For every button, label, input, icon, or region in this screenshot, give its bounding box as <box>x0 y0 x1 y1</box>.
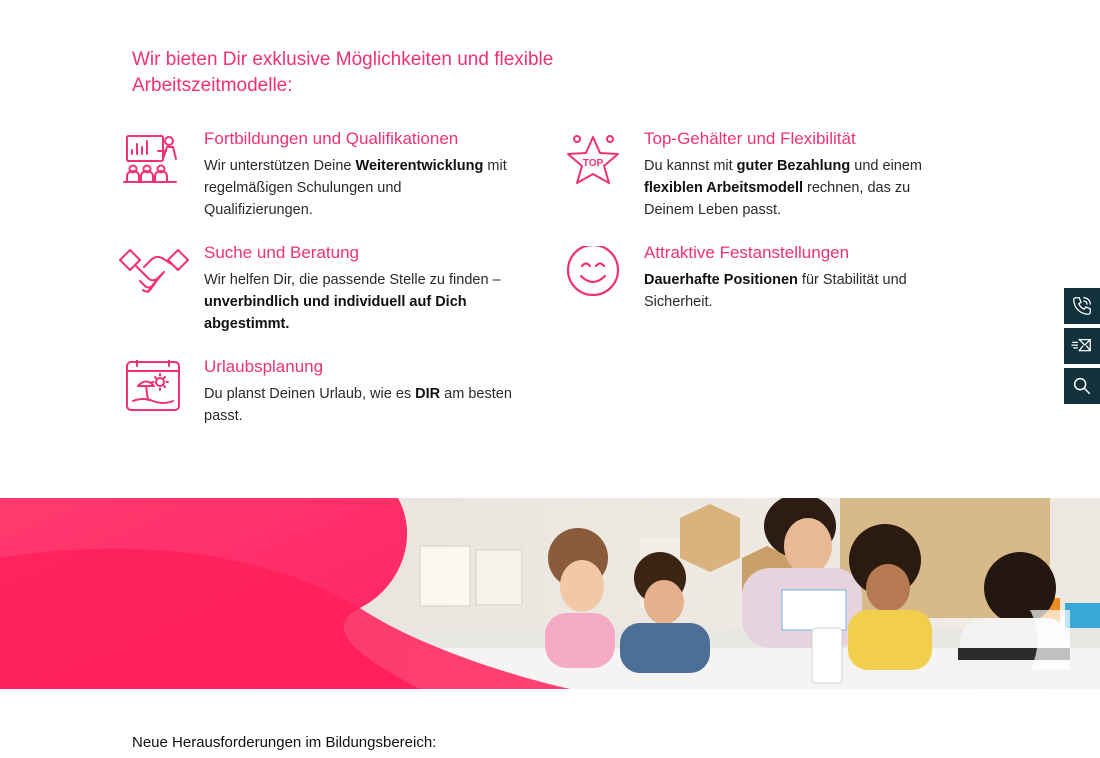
phone-button[interactable] <box>1064 288 1100 324</box>
section-heading: Neue Herausforderungen im Bildungsbereich: <box>132 734 437 751</box>
feature-text: Wir unterstützen Deine Weiterentwicklung mit regelmäßigen Schulungen und Qualifizierungen. <box>204 158 507 218</box>
top-star-icon <box>558 132 622 196</box>
presentation-icon <box>118 132 182 196</box>
feature-title: Suche und Beratung <box>204 243 360 262</box>
search-button[interactable] <box>1064 368 1100 404</box>
svg-text:TOP: TOP <box>582 158 604 169</box>
feature-text: Du kannst mit guter Bezahlung und einem flexiblen Arbeitsmodell rechnen, das zu Deinem Leben passt. <box>644 158 923 218</box>
feature-title: Attraktive Festanstellungen <box>644 243 850 262</box>
calendar-beach-icon <box>118 360 182 424</box>
feature-text: Dauerhafte Positionen für Stabilität und Sicherheit. <box>644 272 907 310</box>
search-icon <box>1071 375 1093 397</box>
feature-text: Du planst Deinen Urlaub, wie es DIR am besten passt. <box>204 386 512 424</box>
children-classroom-photo <box>0 498 1100 689</box>
smiley-icon <box>558 246 622 310</box>
feature-title: Urlaubsplanung <box>204 357 324 376</box>
handshake-icon <box>118 246 182 310</box>
feature-title: Fortbildungen und Qualifikationen <box>204 129 459 148</box>
phone-icon <box>1071 295 1093 317</box>
envelope-icon <box>1071 335 1093 357</box>
feature-text: Wir helfen Dir, die passende Stelle zu finden – unverbindlich und individuell auf Dich abgestimmt. <box>204 272 501 332</box>
feature-title: Top-Gehälter und Flexibilität <box>644 129 856 148</box>
section-title: Wir bieten Dir exklusive Möglichkeiten und flexible Arbeitszeitmodelle: <box>132 49 554 96</box>
email-button[interactable] <box>1064 328 1100 364</box>
hero-banner <box>0 498 1100 689</box>
